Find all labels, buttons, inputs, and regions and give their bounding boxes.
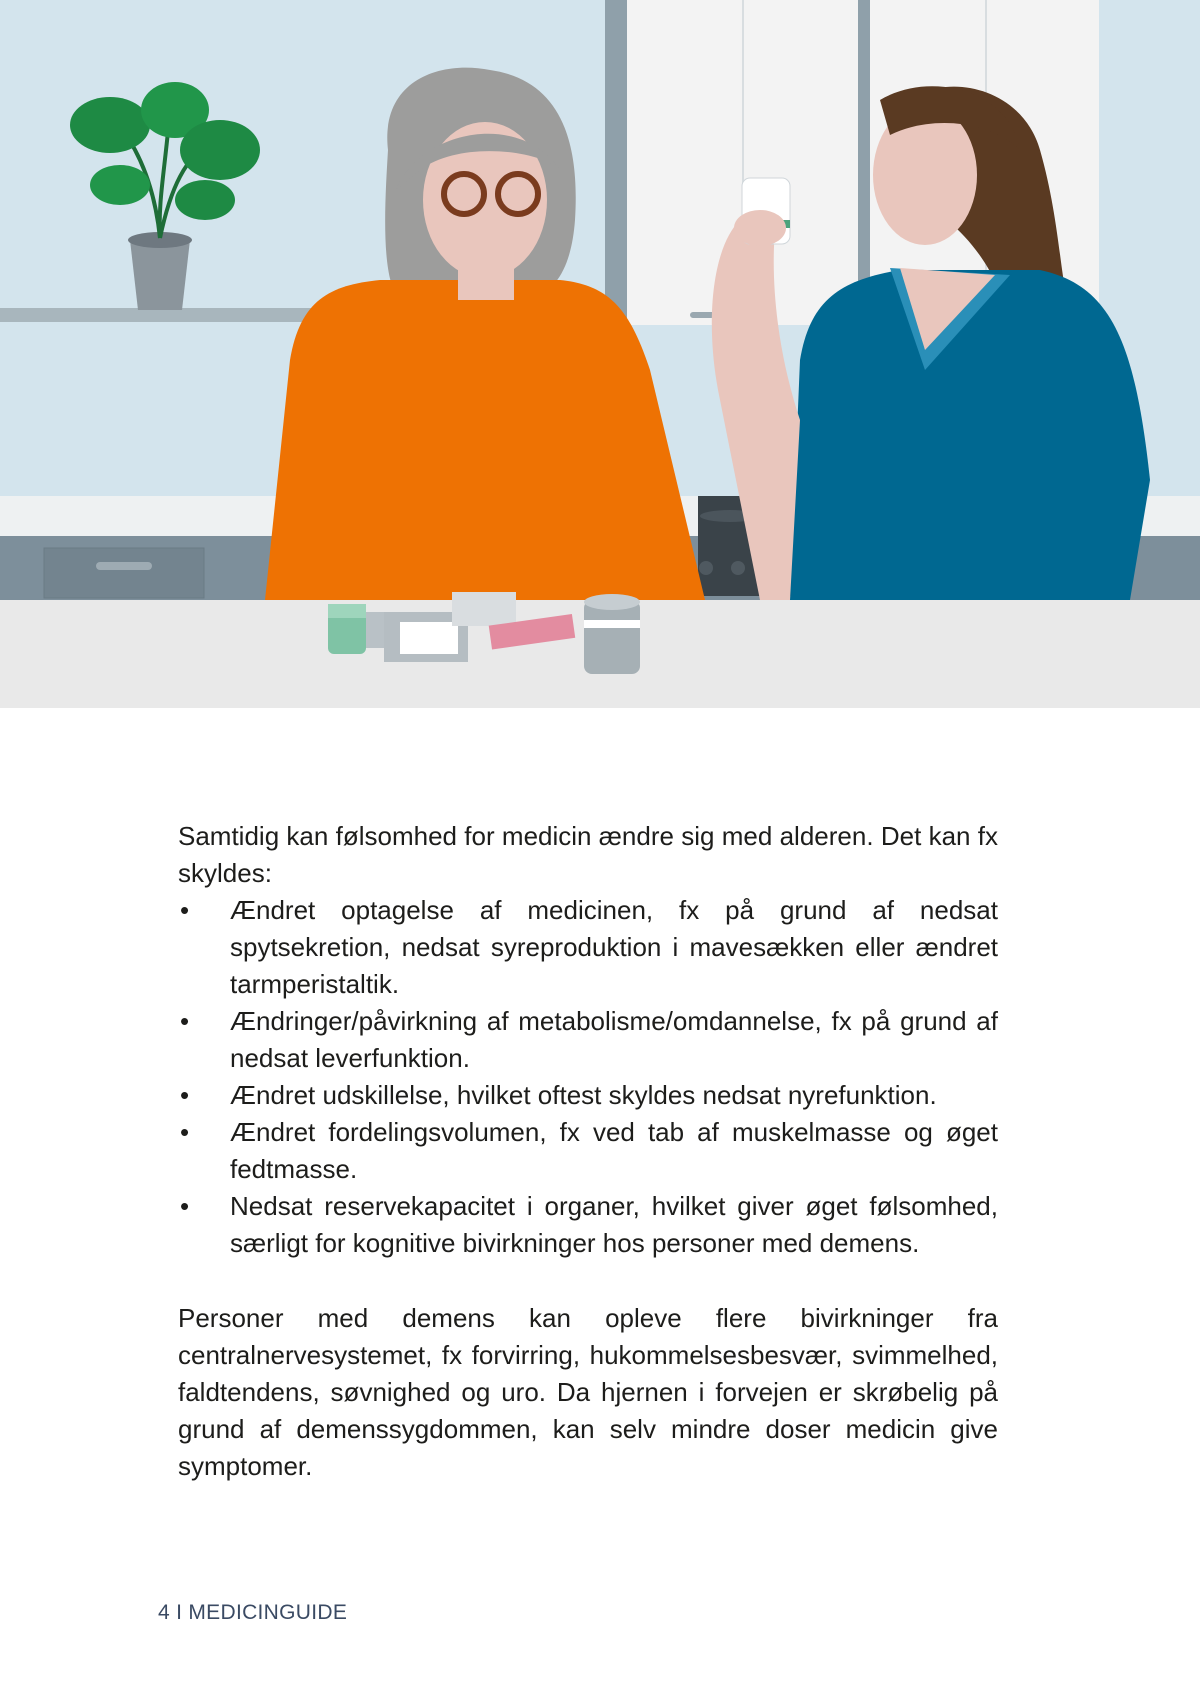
bullet-marker: •: [180, 1080, 190, 1110]
bullet-marker: •: [180, 1117, 190, 1147]
bullet-item: [178, 1077, 998, 1114]
bullet-item: [178, 1188, 998, 1262]
bullet-text: Nedsat reservekapacitet i organer, hvilket giver øget følsomhed, særligt for kognitive bivirkninger hos personer med demens.: [230, 1191, 998, 1258]
bullet-marker: •: [180, 895, 190, 925]
bullet-text: Ændringer/påvirkning af metabolisme/omdannelse, fx på grund af nedsat leverfunktion.: [230, 1006, 998, 1073]
bullet-item: [178, 1003, 998, 1077]
shelf: [0, 308, 330, 322]
bullet-text: Ændret fordelingsvolumen, fx ved tab af muskelmasse og øget fedtmasse.: [230, 1117, 998, 1184]
bullet-list: [178, 892, 998, 1262]
hero-illustration: [0, 0, 1200, 708]
dementia-paragraph: Personer med demens kan opleve flere bivirkninger fra centralnervesystemet, fx forvirring, hukommelsesbesvær, svimmelhed, faldtendens, søvnighed og uro. Da hjernen i forvejen er skrøbelig på grund af demenssygdommen, kan selv mindre doser medicin give symptomer.: [178, 1303, 998, 1481]
drawer: [44, 548, 204, 598]
stove-knob: [699, 561, 713, 575]
bullet-marker: •: [180, 1006, 190, 1036]
body-text: [178, 818, 998, 1485]
cabinet-pillar: [858, 0, 870, 325]
illustration-svg: [0, 0, 1200, 708]
bullet-item: [178, 892, 998, 1003]
intro-paragraph: Samtidig kan følsomhed for medicin ændre sig med alderen. Det kan fx skyldes:: [178, 821, 998, 888]
page-footer: 4 I MEDICINGUIDE: [158, 1601, 348, 1624]
bullet-marker: •: [180, 1191, 190, 1221]
bullet-text: Ændret udskillelse, hvilket oftest skyldes nedsat nyrefunktion.: [230, 1080, 937, 1110]
drawer-handle: [96, 562, 152, 570]
bullet-item: [178, 1114, 998, 1188]
stove-knob-2: [731, 561, 745, 575]
bullet-text: Ændret optagelse af medicinen, fx på grund af nedsat spytsekretion, nedsat syreproduktion i mavesækken eller ændret tarmperistaltik.: [230, 895, 998, 999]
